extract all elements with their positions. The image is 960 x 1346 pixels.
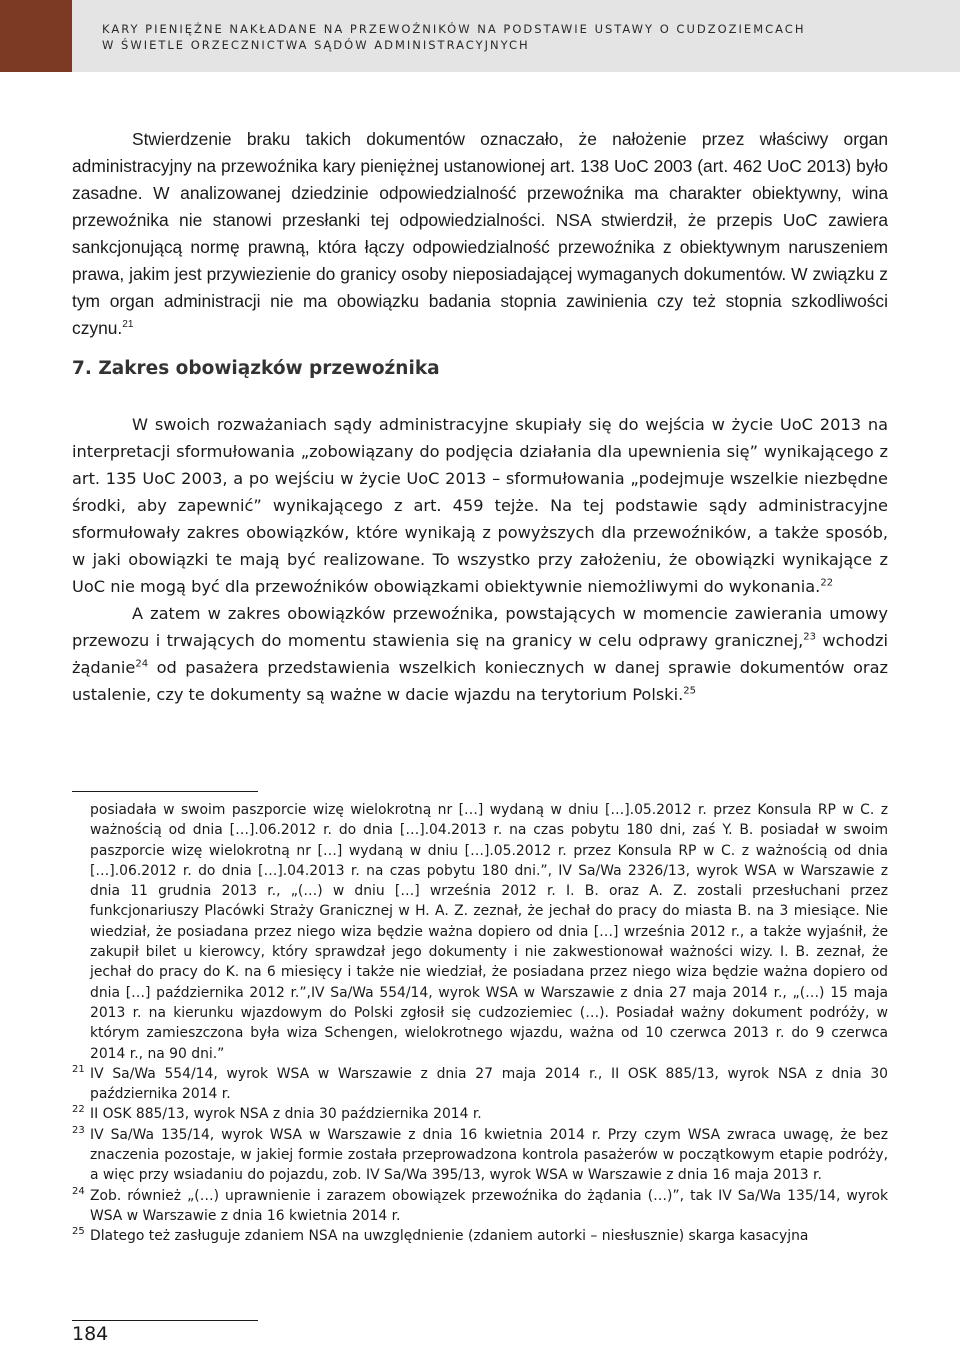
page-number: 184 <box>72 1323 109 1345</box>
running-header-line-1: KARY PIENIĘŻNE NAKŁADANE NA PRZEWOŹNIKÓW NA PODSTAWIE USTAWY O CUDZOZIEMCACH <box>102 22 806 36</box>
header-accent-block <box>0 0 72 72</box>
footnote-23 <box>72 1125 888 1186</box>
footnote-number: 23 <box>72 1124 85 1136</box>
footnotes <box>72 791 888 1247</box>
main-text <box>72 126 888 708</box>
footnote-ref-23[interactable]: 23 <box>803 631 816 643</box>
footnote-text: Zob. również „(…) uprawnienie i zarazem obowiązek przewoźnika do żądania (…)”, tak IV Sa/Wa 135/14, wyrok WSA w Warszawie z dnia 16 kwietnia 2014 r. <box>90 1187 888 1224</box>
footnote-ref-25[interactable]: 25 <box>683 685 697 697</box>
footnote-25 <box>72 1226 888 1246</box>
footnote-ref-22[interactable]: 22 <box>820 577 834 589</box>
section-heading: 7. Zakres obowiązków przewoźnika <box>72 358 440 379</box>
footnote-number: 21 <box>72 1063 85 1075</box>
page-number-rule <box>72 1320 258 1321</box>
footnote-continuation: posiadała w swoim paszporcie wizę wielokrotną nr […] wydaną w dniu […].05.2012 r. przez Konsula RP w C. z ważnością od dnia […].06.2012 r. do dnia […].04.2013 r. na czas pobytu 180 dni, zaś Y. B. posiadał w swoim paszporcie wizę wielokrotną nr […] wydaną w dniu […].05.2012 r. przez Konsula RP w C. z ważnością od dnia […].06.2012 r. do dnia […].04.2013 r. na czas pobytu 180 dni.”, IV Sa/Wa 2326/13, wyrok WSA w Warszawie z dnia 11 grudnia 2013 r., „(…) w dniu […] września 2012 r. I. B. oraz A. Z. zostali przesłuchani przez funkcjonariuszy Placówki Straży Granicznej w H. A. Z. zeznał, że jechał do pracy do miasta B. na 3 miesiące. Nie wiedział, że posiadana przez niego wiza będzie ważna dopiero od dnia […] września 2012 r., a także wyjaśnił, że zakupił bilet u kierowcy, który sprawdzał jego dokumenty i nie zakwestionował ważności wizy. I. B. zeznał, że jechał do pracy do K. na 6 miesięcy i także nie wiedział, że posiadana przez niego wiza będzie ważna dopiero od dnia […] października 2012 r.”,IV Sa/Wa 554/14, wyrok WSA w Warszawie z dnia 27 maja 2014 r., „(…) 15 maja 2013 r. na kierunku wjazdowym do Polski zgłosił się cudzoziemiec (…). Posiadał ważny dokument podróży, w którym zamieszczona była wiza Schengen, wielokrotnego wjazdu, ważna od 10 czerwca 2013 r. do 9 czerwca 2014 r., na 90 dni.” <box>90 802 888 1062</box>
running-header-title <box>102 21 922 53</box>
paragraph-1 <box>72 126 888 342</box>
paragraph-3-text-c: od pasażera przedstawienia wszelkich koniecznych w danej sprawie dokumentów oraz ustalenie, czy te dokumenty są ważne w dacie wjazdu na terytorium Polski. <box>72 658 888 704</box>
paragraph-3-text-a: A zatem w zakres obowiązków przewoźnika, powstających w momencie zawierania umowy przewozu i trwających do momentu stawienia się na granicy w celu odprawy granicznej, <box>72 604 888 650</box>
footnote-22 <box>72 1104 888 1124</box>
paragraph-1-text: Stwierdzenie braku takich dokumentów oznaczało, że nałożenie przez właściwy organ administracyjny na przewoźnika kary pieniężnej ustanowionej art. 138 UoC 2003 (art. 462 UoC 2013) było zasadne. W analizowanej dziedzinie odpowiedzialność przewoźnika ma charakter obiektywny, wina przewoźnika nie stanowi przesłanki tej odpowiedzialności. NSA stwierdził, że przepis UoC zawiera sankcjonującą normę prawną, która łączy odpowiedzialność przewoźnika z obiektywnym naruszeniem prawa, jakim jest przywiezienie do granicy osoby nieposiadającej wymaganych dokumentów. W związku z tym organ administracji nie ma obowiązku badania stopnia zawinienia czy też stopnia szkodliwości czynu. <box>72 129 888 338</box>
footnote-separator <box>72 791 258 792</box>
footnote-24 <box>72 1186 888 1227</box>
footnote-text: Dlatego też zasługuje zdaniem NSA na uwzględnienie (zdaniem autorki – niesłusznie) skarga kasacyjna <box>90 1228 809 1245</box>
paragraph-3-text-b: wchodzi żądanie <box>72 631 888 677</box>
paragraph-3 <box>72 600 888 708</box>
footnote-21 <box>72 1064 888 1105</box>
paragraph-2-text: W swoich rozważaniach sądy administracyjne skupiały się do wejścia w życie UoC 2013 na interpretacji sformułowania „zobowiązany do podjęcia działania dla upewnienia się” wynikającego z art. 135 UoC 2003, a po wejściu w życie UoC 2013 – sformułowania „podejmuje wszelkie niezbędne środki, aby zapewnić” wynikającego z art. 459 tejże. Na tej podstawie sądy administracyjne sformułowały zakres obowiązków, które wynikają z powyższych dla przewoźników, a także sposób, w jaki obowiązki te mają być realizowane. To wszystko przy założeniu, że obowiązki wynikające z UoC nie mogą być dla przewoźników obowiązkami obiektywnie niemożliwymi do wykonania. <box>72 415 888 596</box>
footnote-text: IV Sa/Wa 135/14, wyrok WSA w Warszawie z dnia 16 kwietnia 2014 r. Przy czym WSA zwraca uwagę, że bez znaczenia pozostaje, w jakiej formie została przeprowadzona kontrola pasażerów w początkowym etapie podróży, a więc przy wsiadaniu do pojazdu, zob. IV Sa/Wa 395/13, wyrok WSA w Warszawie z dnia 16 maja 2013 r. <box>90 1126 888 1184</box>
footnote-number: 24 <box>72 1185 85 1197</box>
footnote-number: 25 <box>72 1226 85 1238</box>
footnote-number: 22 <box>72 1104 85 1116</box>
running-header <box>0 0 960 72</box>
paragraph-2 <box>72 411 888 600</box>
running-header-line-2: W ŚWIETLE ORZECZNICTWA SĄDÓW ADMINISTRACYJNYCH <box>102 38 530 52</box>
footnote-text: II OSK 885/13, wyrok NSA z dnia 30 października 2014 r. <box>90 1106 482 1123</box>
footnote-text: IV Sa/Wa 554/14, wyrok WSA w Warszawie z dnia 27 maja 2014 r., II OSK 885/13, wyrok NSA z dnia 30 października 2014 r. <box>90 1065 888 1103</box>
footnote-ref-24[interactable]: 24 <box>135 658 149 670</box>
footnote-ref-21[interactable]: 21 <box>122 319 134 331</box>
